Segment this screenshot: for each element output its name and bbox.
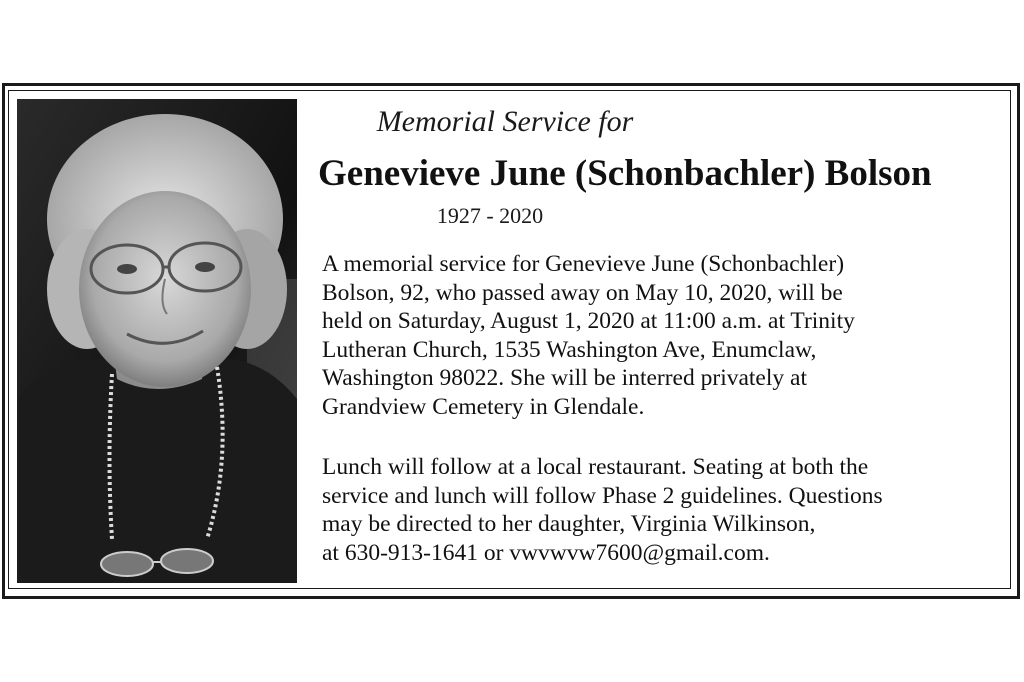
portrait-photo-icon: [17, 99, 297, 583]
paragraph-line: service and lunch will follow Phase 2 guidelines. Questions: [322, 482, 883, 509]
paragraph-line: held on Saturday, August 1, 2020 at 11:00 a.m. at Trinity: [322, 308, 855, 335]
paragraph-line: Lutheran Church, 1535 Washington Ave, Enumclaw,: [322, 336, 817, 363]
paragraph-line: Bolson, 92, who passed away on May 10, 2020, will be: [322, 279, 843, 306]
memorial-subtitle: Memorial Service for: [376, 105, 634, 138]
paragraph-line: Lunch will follow at a local restaurant. Seating at both the: [322, 454, 869, 480]
paragraph-line: may be directed to her daughter, Virginia Wilkinson,: [322, 511, 816, 538]
lunch-contact-paragraph: [322, 453, 1002, 567]
paragraph-line: A memorial service for Genevieve June (Schonbachler): [322, 251, 845, 277]
paragraph-line: at 630-913-1641 or vwvwvw7600@gmail.com.: [322, 539, 770, 566]
paragraph-line: Washington 98022. She will be interred privately at: [322, 365, 807, 392]
life-dates: 1927 - 2020: [436, 203, 544, 228]
service-details-paragraph: [322, 250, 1002, 422]
paragraph-line: Grandview Cemetery in Glendale.: [322, 393, 645, 420]
deceased-name: Genevieve June (Schonbachler) Bolson: [318, 153, 932, 194]
